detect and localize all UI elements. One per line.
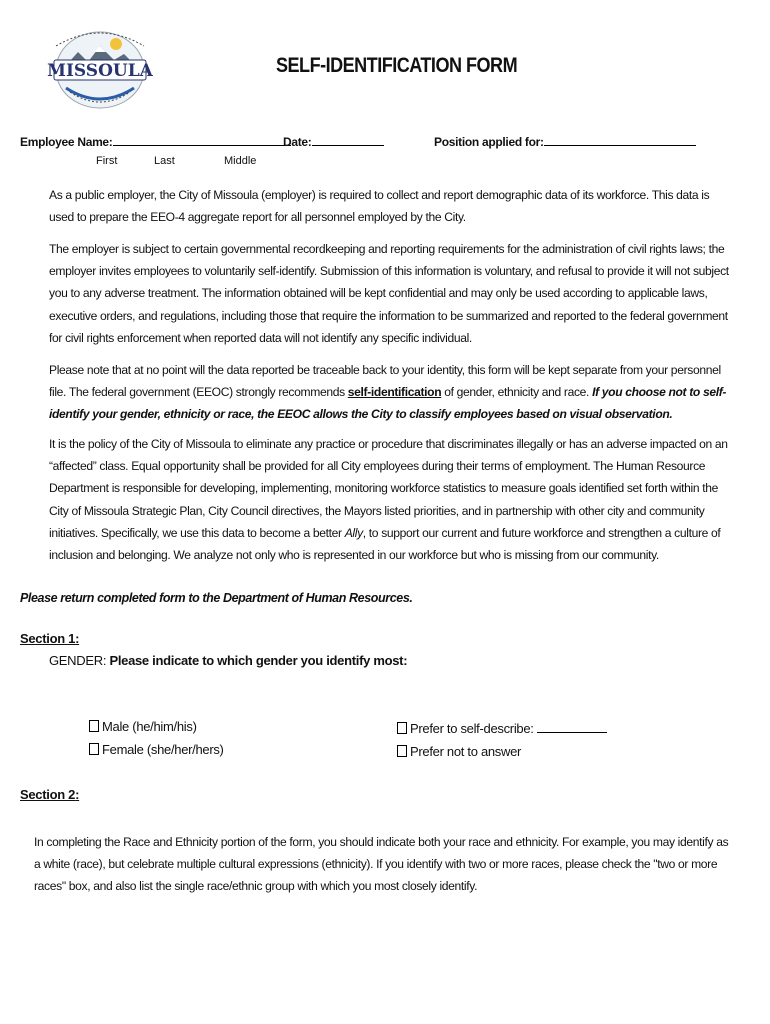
policy-text-c: , to support our current and future workforce and strengthen a culture of inclusion and belonging. We analyze not only who is represented in our workforce but who is missing from our community.: [49, 525, 721, 563]
self-describe-label: Prefer to self-describe:: [410, 721, 534, 736]
name-first-caption: First: [96, 155, 118, 167]
employee-name-label: Employee Name:: [20, 135, 113, 149]
return-instructions: Please return completed form to the Department of Human Resources.: [20, 591, 413, 605]
paragraph-policy: [49, 433, 731, 566]
gender-option-self-describe[interactable]: [397, 721, 607, 736]
visual-observation-note: If you choose not to self-identify your gender, ethnicity or race, the EEOC allows the City to classify employees based on visual observation.: [49, 385, 727, 422]
prefer-not-checkbox[interactable]: [397, 745, 407, 757]
paragraph-voluntary: The employer is subject to certain governmental recordkeeping and reporting requirements for the administration of civil rights laws; the employer invites employees to voluntarily self-identify. Submission of this information is voluntary, and refusal to provide it will not subject you to any adverse treatment. The information obtained will be kept confidential and may only be used according to applicable laws, executive orders, and regulations, including those that require the information to be summarized and reported to the federal government for civil rights enforcement when reported data will not identify any specific individual.: [49, 242, 729, 345]
policy-text-a: It is the policy of the City of Missoula to eliminate any practice or procedure that discriminates illegally or has an adverse impacted on an “affected” class. Equal opportunity shall be provided for all City employees during their terms of employment. The Human Resource Department is responsible for developing, implementing, monitoring workforce statistics to measure goals identified set forth within the City of Missoula Strategic Plan, City Council directives, the Mayors listed priorities, and in partnership with other city and community initiatives. Specifically, we use this data to become a better: [49, 437, 728, 540]
employee-name-field[interactable]: [20, 134, 291, 149]
privacy-text-a: Please note that at no point will the data reported be traceable back to your identity, this form will be kept separate from your personnel file. The federal government (EEOC) strongly recommends: [49, 363, 721, 400]
date-label: Date:: [283, 135, 312, 149]
name-middle-caption: Middle: [224, 155, 257, 167]
prefer-not-label: Prefer not to answer: [410, 744, 522, 759]
gender-option-female[interactable]: [89, 742, 224, 757]
self-describe-checkbox[interactable]: [397, 722, 407, 734]
male-label: Male (he/him/his): [102, 719, 197, 734]
section-2-colon: :: [75, 787, 80, 802]
name-last-caption: Last: [154, 155, 175, 167]
female-checkbox[interactable]: [89, 743, 99, 755]
date-field[interactable]: [283, 134, 384, 149]
form-title: SELF-IDENTIFICATION FORM: [276, 54, 518, 77]
gender-label: GENDER:: [49, 653, 107, 668]
section-1-heading: Section 1:: [20, 631, 80, 646]
paragraph-race-ethnicity: In completing the Race and Ethnicity portion of the form, you should indicate both your race and ethnicity. For example, you may identify as a white (race), but celebrate multiple cultural expressions (ethnicity). If you identify with two or more races, please check the "two or more races" box, and also list the single race/ethnic group with which you most closely identify.: [34, 835, 729, 894]
date-line[interactable]: [312, 134, 384, 146]
logo-wordmark: MISSOULA: [47, 61, 153, 81]
male-checkbox[interactable]: [89, 720, 99, 732]
privacy-text-c: of gender, ethnicity and race.: [441, 385, 593, 400]
gender-option-male[interactable]: [89, 719, 197, 734]
self-describe-line[interactable]: [537, 723, 607, 733]
city-logo: [44, 26, 156, 110]
ally-term: Ally: [344, 525, 363, 540]
gender-prompt: Please indicate to which gender you identify most:: [109, 653, 408, 668]
gender-option-prefer-not[interactable]: [397, 744, 521, 759]
section-2-heading: [20, 787, 79, 802]
self-identification-term: self-identification: [347, 385, 442, 400]
paragraph-purpose: As a public employer, the City of Missoula (employer) is required to collect and report demographic data of its workforce. This data is used to prepare the EEO-4 aggregate report for all personnel employed by the City.: [49, 188, 710, 225]
position-line[interactable]: [544, 134, 696, 146]
gender-question: [49, 653, 407, 668]
position-label: Position applied for:: [434, 135, 544, 149]
paragraph-privacy: [49, 359, 731, 426]
female-label: Female (she/her/hers): [102, 742, 224, 757]
employee-name-line[interactable]: [113, 134, 291, 146]
position-field[interactable]: [434, 134, 696, 149]
section-2-label: Section 2: [20, 787, 76, 802]
